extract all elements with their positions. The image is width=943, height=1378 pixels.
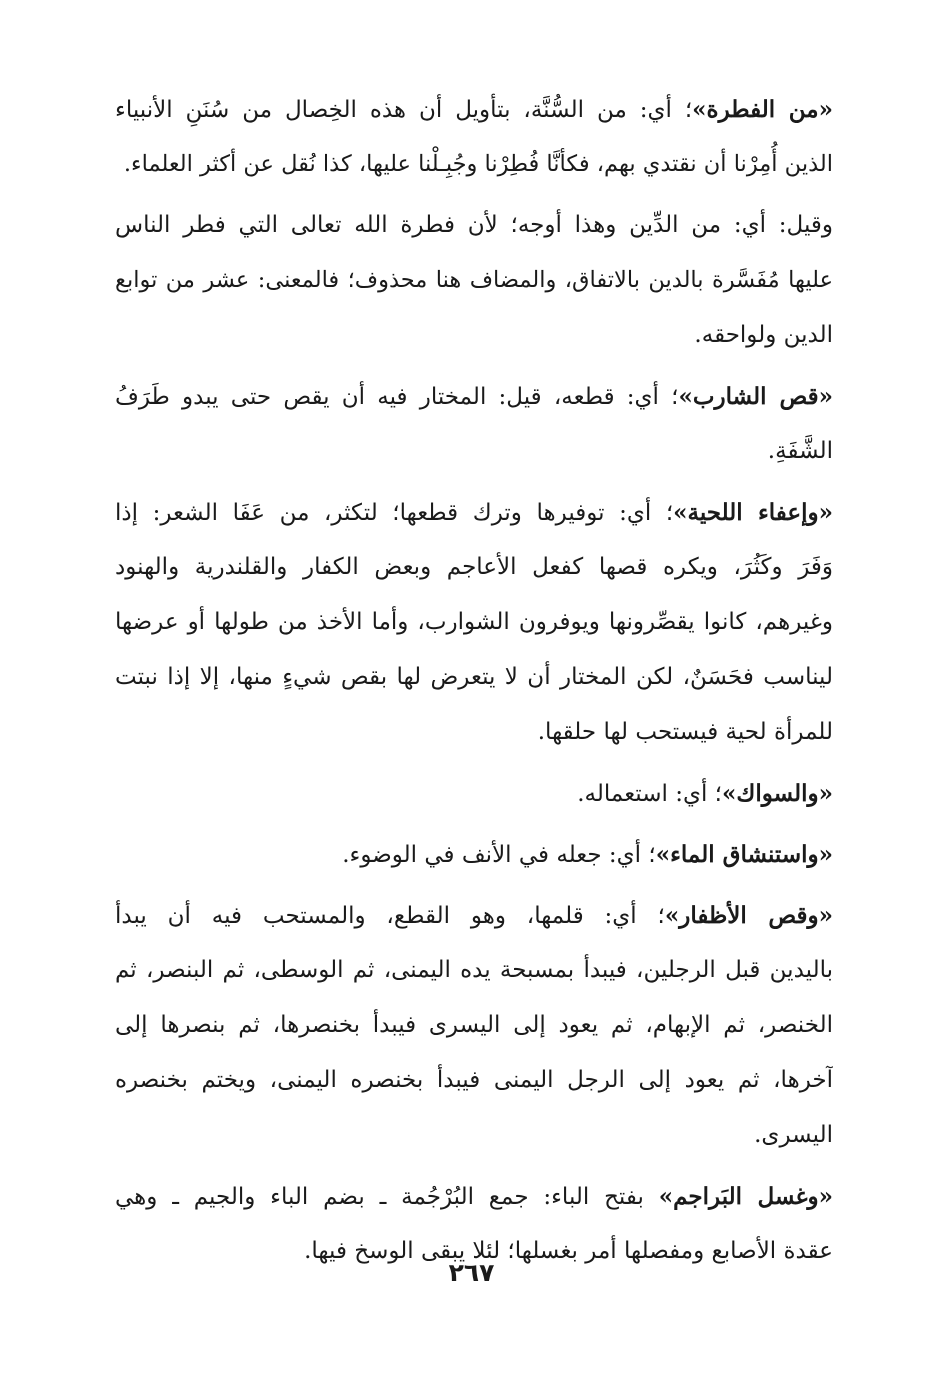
text-line: [115, 82, 833, 137]
text-line: [115, 369, 833, 424]
line-text: ؛ أي: قطعه، قيل: المختار فيه أن يقص حتى يبدو طَرَفُ: [115, 384, 679, 410]
defined-term: «وغسل البَراجم»: [658, 1183, 833, 1210]
line-text: ؛ أي: توفيرها وترك قطعها؛ لتكثر، من عَفَا الشعر: إذا: [115, 500, 674, 526]
paragraph-siwak: [115, 766, 833, 821]
line-text: وقيل: أي: من الدِّين وهذا أوجه؛ لأن فطرة الله تعالى التي فطر الناس: [115, 212, 833, 238]
defined-term: «والسواك»: [721, 780, 833, 807]
text-line: [115, 424, 833, 479]
line-text: آخرها، ثم يعود إلى الرجل اليمنى فيبدأ بخنصره اليمنى، ويختم بخنصره: [115, 1067, 833, 1093]
text-line: [115, 540, 833, 595]
line-text: باليدين قبل الرجلين، فيبدأ بمسبحة يده اليمنى، ثم الوسطى، ثم البنصر، ثم: [115, 957, 833, 983]
text-line: [115, 888, 833, 943]
paragraph-iafa-allihya: [115, 485, 833, 760]
text-line: [115, 766, 833, 821]
text-line: [115, 943, 833, 998]
line-text: ؛ أي: استعماله.: [577, 781, 722, 807]
paragraph-istinshaq: [115, 827, 833, 882]
paragraph-qila: [115, 198, 833, 363]
line-text: عقدة الأصابع ومفصلها أمر بغسلها؛ لئلا يبقى الوسخ فيها.: [304, 1238, 833, 1264]
text-line: [115, 253, 833, 308]
text-line: [115, 308, 833, 363]
line-text: الذين أُمِرْنا أن نقتدي بهم، فكأنَّا فُطِرْنا وجُبِـلْنا عليها، كذا نُقل عن أكثر العلماء.: [123, 151, 833, 177]
line-text: ؛ أي: قلمها، وهو القطع، والمستحب فيه أن يبدأ: [115, 903, 665, 929]
line-text: عليها مُفَسَّرة بالدين بالاتفاق، والمضاف هنا محذوف؛ فالمعنى: عشر من توابع: [115, 267, 833, 293]
line-text: وغيرهم، كانوا يقصِّرونها ويوفرون الشوارب، وأما الأخذ من طولها أو عرضها: [115, 609, 833, 635]
text-line: [115, 1053, 833, 1108]
text-line: [115, 198, 833, 253]
text-line: [115, 705, 833, 760]
text-line: [115, 827, 833, 882]
line-text: ؛ أي: من السُّنَّة، بتأويل أن هذه الخِصال من سُنَنِ الأنبياء: [115, 97, 693, 123]
text-line: [115, 595, 833, 650]
defined-term: «قص الشارب»: [678, 383, 833, 410]
page-body: [115, 82, 833, 1285]
text-line: [115, 137, 833, 192]
paragraph-qass-alazfar: [115, 888, 833, 1163]
paragraph-fitra: [115, 82, 833, 192]
defined-term: «من الفطرة»: [692, 96, 833, 123]
line-text: الخنصر، ثم الإبهام، ثم يعود إلى اليسرى فيبدأ بخنصرها، ثم بنصرها إلى: [115, 1012, 833, 1038]
paragraph-qass-alsharib: [115, 369, 833, 479]
text-line: [115, 485, 833, 540]
page-number: ٢٦٧: [448, 1258, 495, 1287]
defined-term: «واستنشاق الماء»: [655, 841, 833, 868]
line-text: وَفَرَ وكَثُرَ، ويكره قصها كفعل الأعاجم وبعض الكفار والقلندرية والهنود: [115, 554, 833, 580]
text-line: [115, 998, 833, 1053]
line-text: الشَّفَةِ.: [767, 438, 833, 464]
line-text: ليناسب فحَسَنٌ، لكن المختار أن لا يتعرض لها بقص شيءٍ منها، إلا إذا نبتت: [115, 664, 833, 690]
text-line: [115, 650, 833, 705]
defined-term: «وقص الأظفار»: [664, 902, 833, 929]
line-text: بفتح الباء: جمع البُرْجُمة ـ بضم الباء والجيم ـ وهي: [115, 1184, 659, 1210]
text-line: [115, 1108, 833, 1163]
line-text: ؛ أي: جعله في الأنف في الوضوء.: [342, 842, 656, 868]
text-line: [115, 1169, 833, 1224]
line-text: للمرأة لحية فيستحب لها حلقها.: [537, 719, 833, 745]
defined-term: «وإعفاء اللحية»: [673, 499, 833, 526]
line-text: الدين ولواحقه.: [694, 322, 833, 348]
line-text: اليسرى.: [754, 1122, 833, 1148]
